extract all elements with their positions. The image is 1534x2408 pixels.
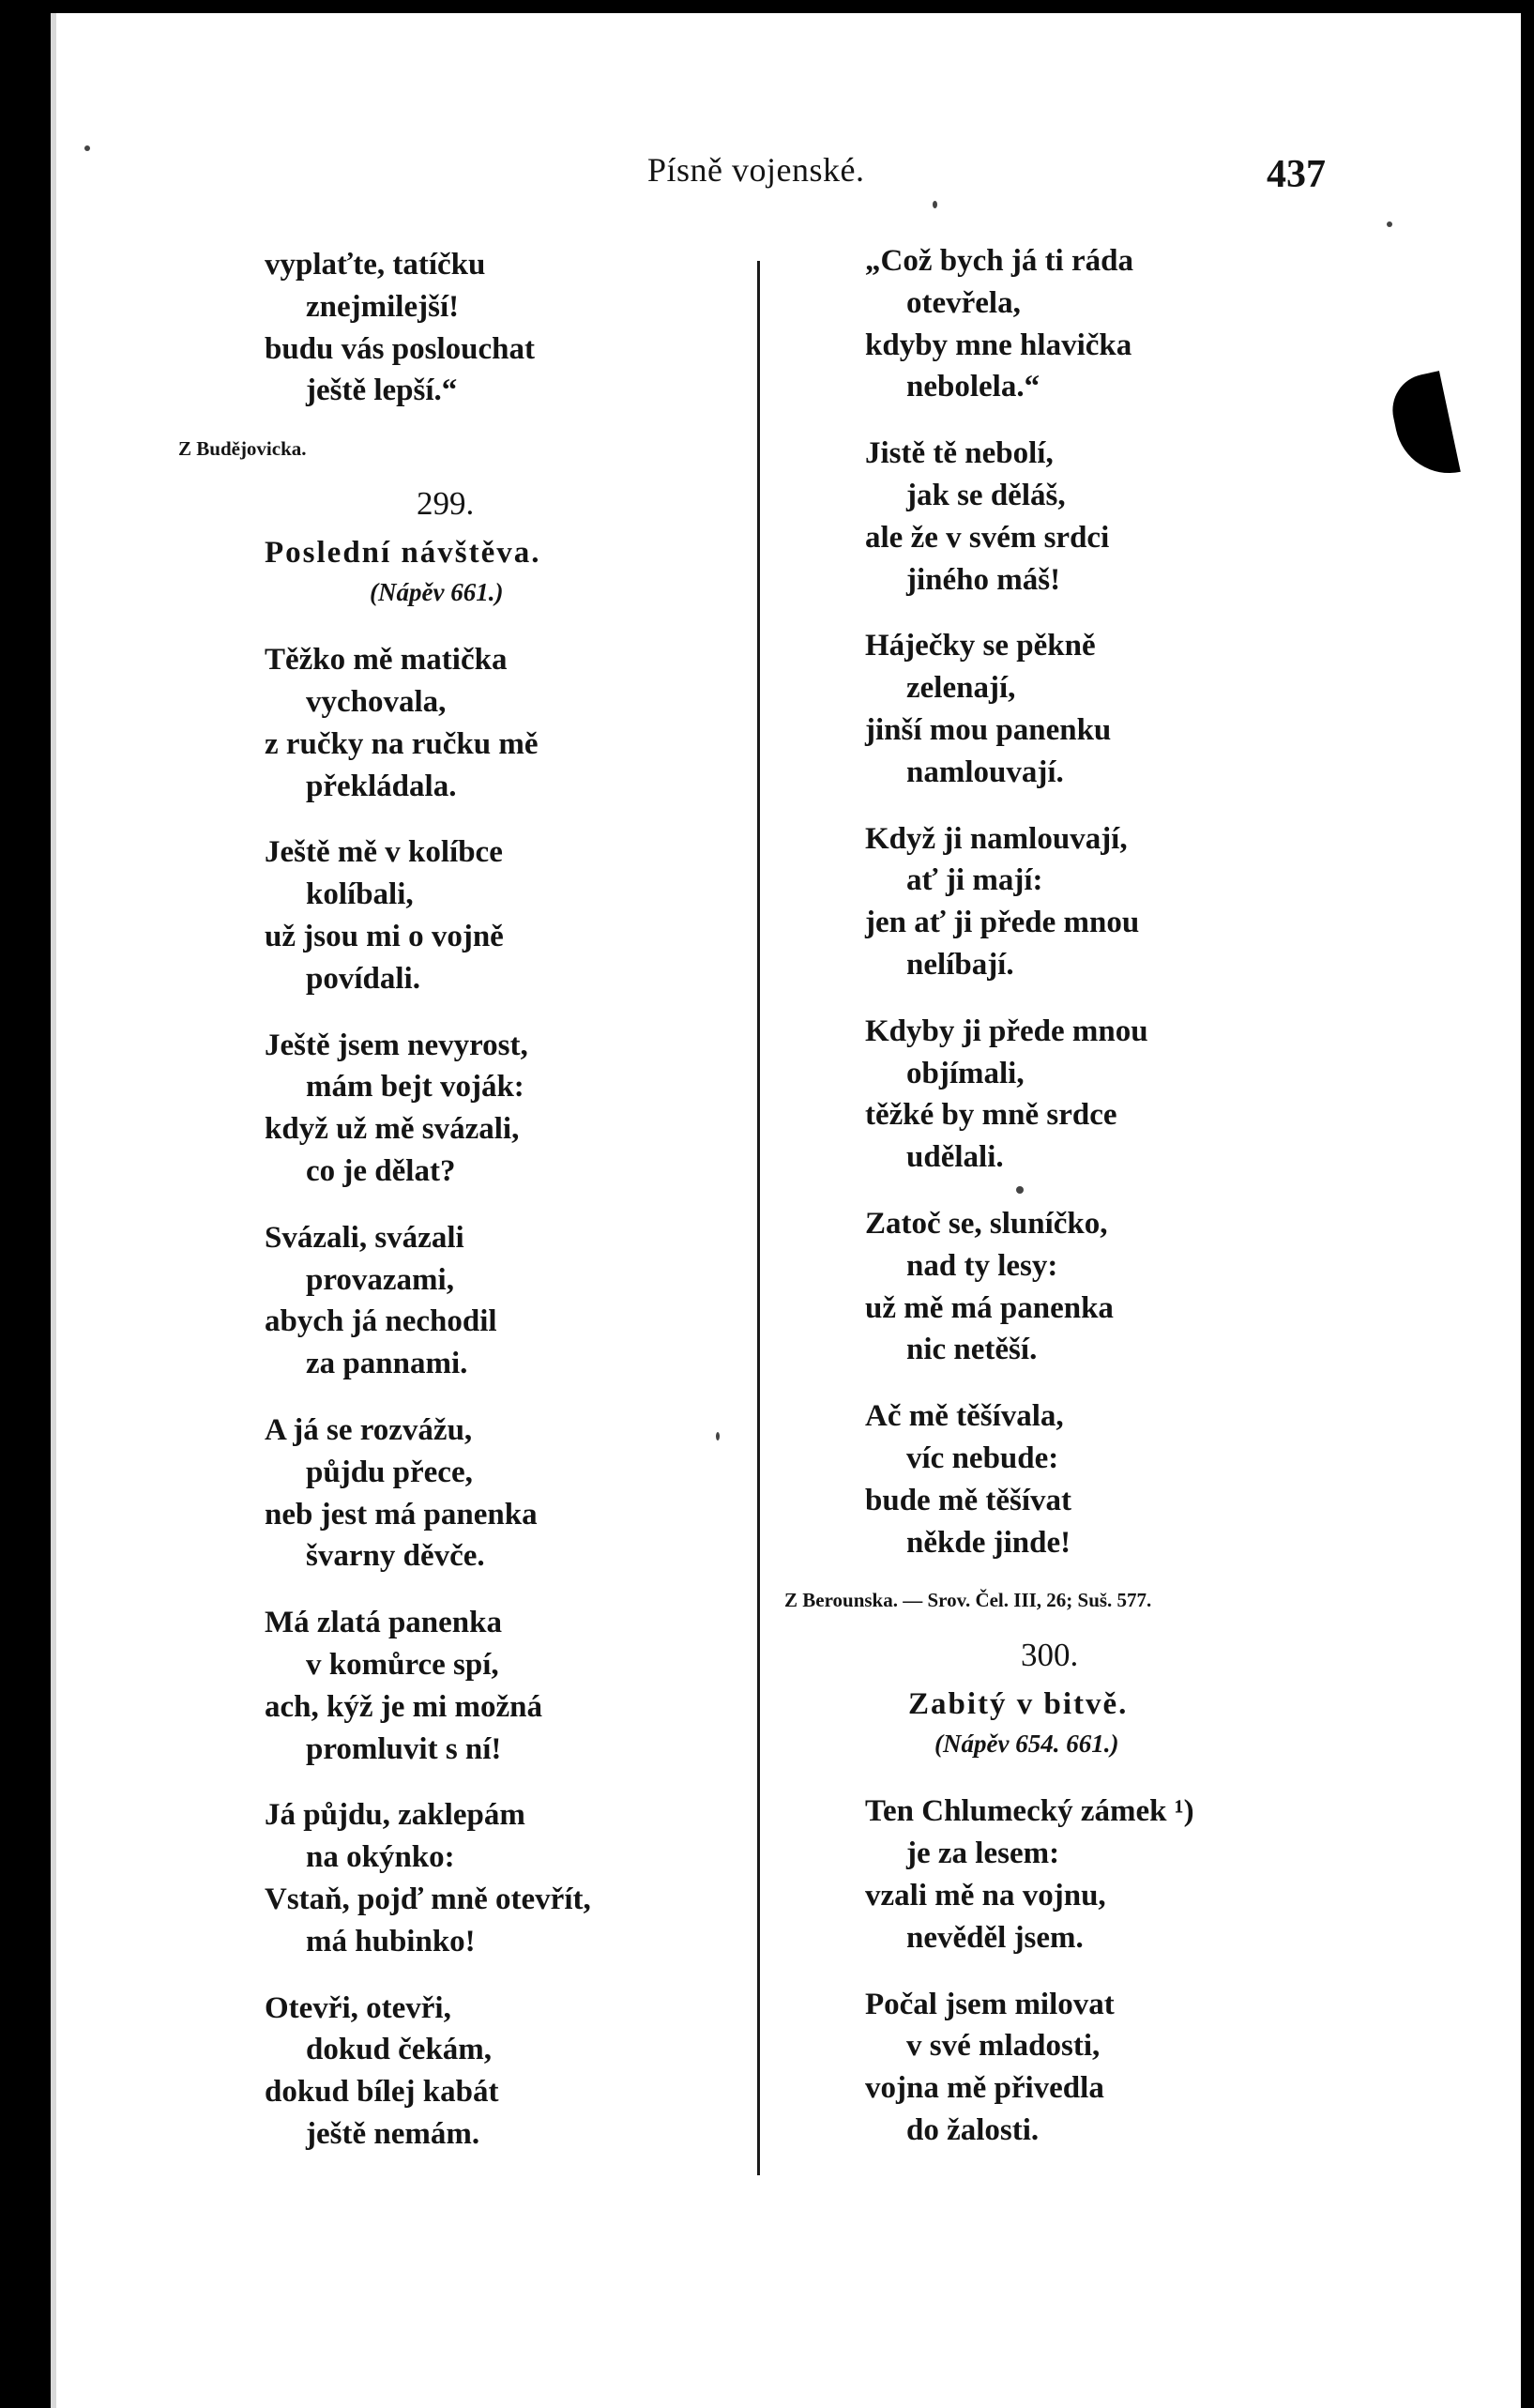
stanza xyxy=(865,1395,1353,1563)
verse-line: Zatoč se, sluníčko, xyxy=(865,1206,1108,1241)
stanza xyxy=(865,1011,1353,1179)
song-number: 299. xyxy=(417,485,475,523)
verse-line: Počal jsem milovat xyxy=(865,1987,1115,2021)
verse-line: co je dělat? xyxy=(306,1153,456,1188)
verse-line: „Což bych já ti ráda xyxy=(865,244,1133,278)
column-divider xyxy=(757,261,760,2175)
verse-line: těžké by mně srdce xyxy=(865,1098,1117,1133)
verse-line: A já se rozvážu, xyxy=(265,1412,473,1447)
tune-reference: (Nápěv 654. 661.) xyxy=(934,1730,1119,1759)
verse-line: Ještě jsem nevyrost, xyxy=(265,1028,528,1062)
verse-line: Když ji namlouvají, xyxy=(865,821,1128,856)
verse-line: nic netěší. xyxy=(906,1333,1038,1367)
ink-speck xyxy=(84,145,90,151)
verse-line: abych já nechodil xyxy=(265,1304,497,1339)
left-column xyxy=(178,244,706,2180)
verse-line: jak se děláš, xyxy=(906,478,1066,512)
verse-line: v své mladosti, xyxy=(906,2029,1101,2064)
verse-line: objímali, xyxy=(906,1056,1025,1090)
verse-line: povídali. xyxy=(306,961,420,996)
stanza xyxy=(265,244,706,412)
verse-line: má hubinko! xyxy=(306,1924,476,1958)
tune-reference: (Nápěv 661.) xyxy=(370,578,504,607)
verse-line: dokud bílej kabát xyxy=(265,2075,499,2110)
verse-line: Ještě mě v kolíbce xyxy=(265,835,503,870)
verse-line: Já půjdu, zaklepám xyxy=(265,1798,525,1833)
verse-line: Ač mě těšívala, xyxy=(865,1399,1064,1434)
verse-line: do žalosti. xyxy=(906,2112,1040,2147)
verse-line: na okýnko: xyxy=(306,1840,455,1875)
stanza xyxy=(865,625,1353,793)
verse-line: zelenají, xyxy=(906,671,1016,706)
verse-line: Jistě tě nebolí, xyxy=(865,436,1054,471)
stanza xyxy=(265,1217,706,1385)
verse-line: otevřela, xyxy=(906,285,1021,320)
verse-line: namlouvají. xyxy=(906,754,1064,789)
scan-border-right xyxy=(1521,0,1534,2408)
verse-line: Vstaň, pojď mně otevřít, xyxy=(265,1882,591,1916)
verse-line: z ručky na ručku mě xyxy=(265,726,539,761)
stanza xyxy=(265,639,706,807)
verse-line: Ten Chlumecký zámek ¹) xyxy=(865,1794,1194,1829)
verse-line: nevěděl jsem. xyxy=(906,1920,1084,1955)
verse-line: znejmilejší! xyxy=(306,289,460,324)
verse-line: už mě má panenka xyxy=(865,1290,1114,1325)
verse-line: někde jinde! xyxy=(906,1525,1071,1560)
stanza xyxy=(865,1791,1353,1958)
verse-line: bude mě těšívat xyxy=(865,1483,1071,1517)
verse-line: nad ty lesy: xyxy=(906,1248,1058,1283)
verse-line: Svázali, svázali xyxy=(265,1220,464,1255)
verse-line: budu vás poslouchat xyxy=(265,331,535,366)
verse-line: vychovala, xyxy=(306,684,447,719)
stanza xyxy=(865,1203,1353,1371)
verse-line: Těžko mě matička xyxy=(265,643,508,678)
verse-line: překládala. xyxy=(306,769,457,803)
verse-line: ještě lepší.“ xyxy=(306,373,458,408)
ink-speck xyxy=(716,1432,720,1440)
stanza xyxy=(265,1025,706,1193)
verse-line: dokud čekám, xyxy=(306,2033,493,2067)
verse-line: Otevři, otevři, xyxy=(265,1990,451,2025)
verse-line: promluvit s ní! xyxy=(306,1731,502,1766)
ink-speck xyxy=(1016,1186,1024,1194)
verse-line: mám bejt voják: xyxy=(306,1070,524,1105)
page-number: 437 xyxy=(1267,153,1326,196)
stanza xyxy=(865,240,1353,408)
verse-line: jinší mou panenku xyxy=(865,712,1112,747)
stanza xyxy=(265,1794,706,1962)
song-title: Zabitý v bitvě. xyxy=(908,1687,1129,1722)
verse-line: ach, kýž je mi možná xyxy=(265,1689,543,1724)
verse-line: nebolela.“ xyxy=(906,370,1040,404)
stanza xyxy=(265,1410,706,1577)
verse-line: půjdu přece, xyxy=(306,1455,473,1489)
verse-line: už jsou mi o vojně xyxy=(265,919,504,953)
song-title: Poslední návštěva. xyxy=(265,536,541,571)
source-note: Z Budějovicka. xyxy=(178,437,307,461)
stanza xyxy=(265,1988,706,2156)
running-head: Písně vojenské. xyxy=(647,151,865,189)
verse-line: vyplaťte, tatíčku xyxy=(265,248,486,282)
verse-line: ještě nemám. xyxy=(306,2116,480,2151)
verse-line: jen ať ji přede mnou xyxy=(865,906,1140,940)
verse-line: Kdyby ji přede mnou xyxy=(865,1013,1148,1048)
stanza xyxy=(865,433,1353,601)
verse-line: Má zlatá panenka xyxy=(265,1606,503,1640)
verse-line: nelíbají. xyxy=(906,947,1014,982)
verse-line: v komůrce spí, xyxy=(306,1647,499,1682)
song-number: 300. xyxy=(1021,1637,1079,1674)
verse-line: provazami, xyxy=(306,1262,454,1297)
stanza xyxy=(265,1602,706,1770)
verse-line: Háječky se pěkně xyxy=(865,629,1096,663)
ink-speck xyxy=(933,201,937,208)
ink-speck xyxy=(1387,221,1392,227)
stanza xyxy=(265,831,706,999)
source-note: Z Berounska. — Srov. Čel. III, 26; Suš. 577. xyxy=(784,1589,1152,1612)
verse-line: neb jest má panenka xyxy=(265,1497,538,1532)
right-column xyxy=(784,240,1353,2176)
verse-line: vojna mě přivedla xyxy=(865,2071,1104,2106)
scan-border-left xyxy=(0,0,51,2408)
stanza xyxy=(865,1984,1353,2152)
verse-line: udělali. xyxy=(906,1140,1004,1175)
verse-line: jiného máš! xyxy=(906,562,1061,597)
verse-line: když už mě svázali, xyxy=(265,1112,520,1147)
verse-line: za pannami. xyxy=(306,1347,468,1381)
verse-line: kdyby mne hlavička xyxy=(865,328,1132,362)
verse-line: ale že v svém srdci xyxy=(865,520,1110,555)
verse-line: je za lesem: xyxy=(906,1836,1060,1871)
verse-line: kolíbali, xyxy=(306,877,414,912)
scan-border-top xyxy=(0,0,1534,13)
verse-line: švarny děvče. xyxy=(306,1539,485,1574)
stanza xyxy=(865,818,1353,986)
verse-line: ať ji mají: xyxy=(906,863,1043,898)
verse-line: vzali mě na vojnu, xyxy=(865,1878,1106,1913)
verse-line: víc nebude: xyxy=(906,1440,1059,1475)
